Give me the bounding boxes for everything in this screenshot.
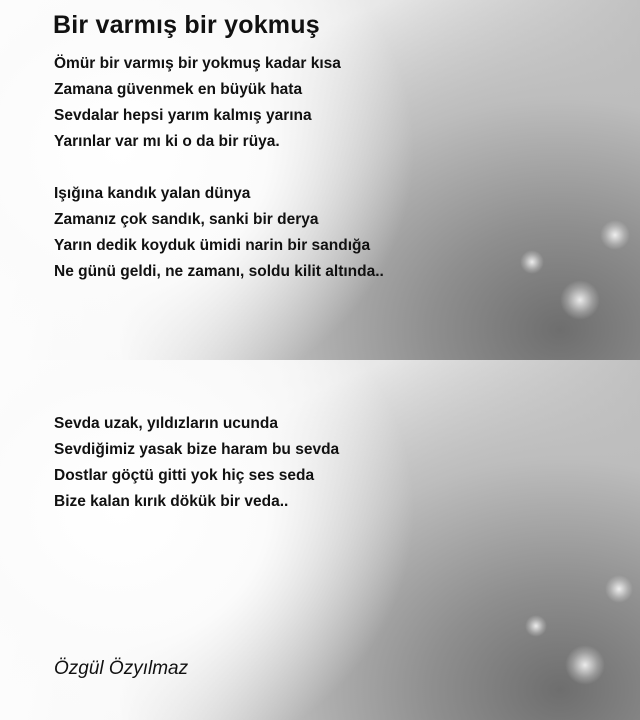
bokeh-light [605, 575, 633, 603]
poem-line: Zamanız çok sandık, sanki bir derya [54, 211, 319, 228]
poem-line: Sevda uzak, yıldızların ucunda [54, 415, 278, 432]
poem-line: Sevdalar hepsi yarım kalmış yarına [54, 107, 312, 124]
bokeh-light [560, 280, 600, 320]
poem-line: Yarın dedik koyduk ümidi narin bir sandığa [54, 237, 371, 254]
poem-line: Ne günü geldi, ne zamanı, soldu kilit altında.. [54, 263, 384, 280]
poem-line: Sevdiğimiz yasak bize haram bu sevda [54, 441, 340, 458]
bokeh-light [565, 645, 605, 685]
poem-line: Ömür bir varmış bir yokmuş kadar kısa [54, 55, 341, 72]
bokeh-light [600, 220, 630, 250]
poem-line: Yarınlar var mı ki o da bir rüya. [54, 133, 280, 150]
bokeh-light [525, 615, 547, 637]
poem-line: Bize kalan kırık dökük bir veda.. [54, 493, 289, 510]
poem-line: Zamana güvenmek en büyük hata [54, 81, 303, 98]
poem-line: Dostlar göçtü gitti yok hiç ses seda [54, 467, 315, 484]
poem-title: Bir varmış bir yokmuş [53, 11, 320, 39]
stanza-2 [54, 181, 384, 285]
poem-panel-bottom [0, 360, 640, 720]
stanza-3 [54, 411, 339, 515]
poem-line: Işığına kandık yalan dünya [54, 185, 251, 202]
poem-author: Özgül Özyılmaz [54, 658, 189, 679]
stanza-1 [54, 51, 341, 155]
bokeh-light [520, 250, 544, 274]
